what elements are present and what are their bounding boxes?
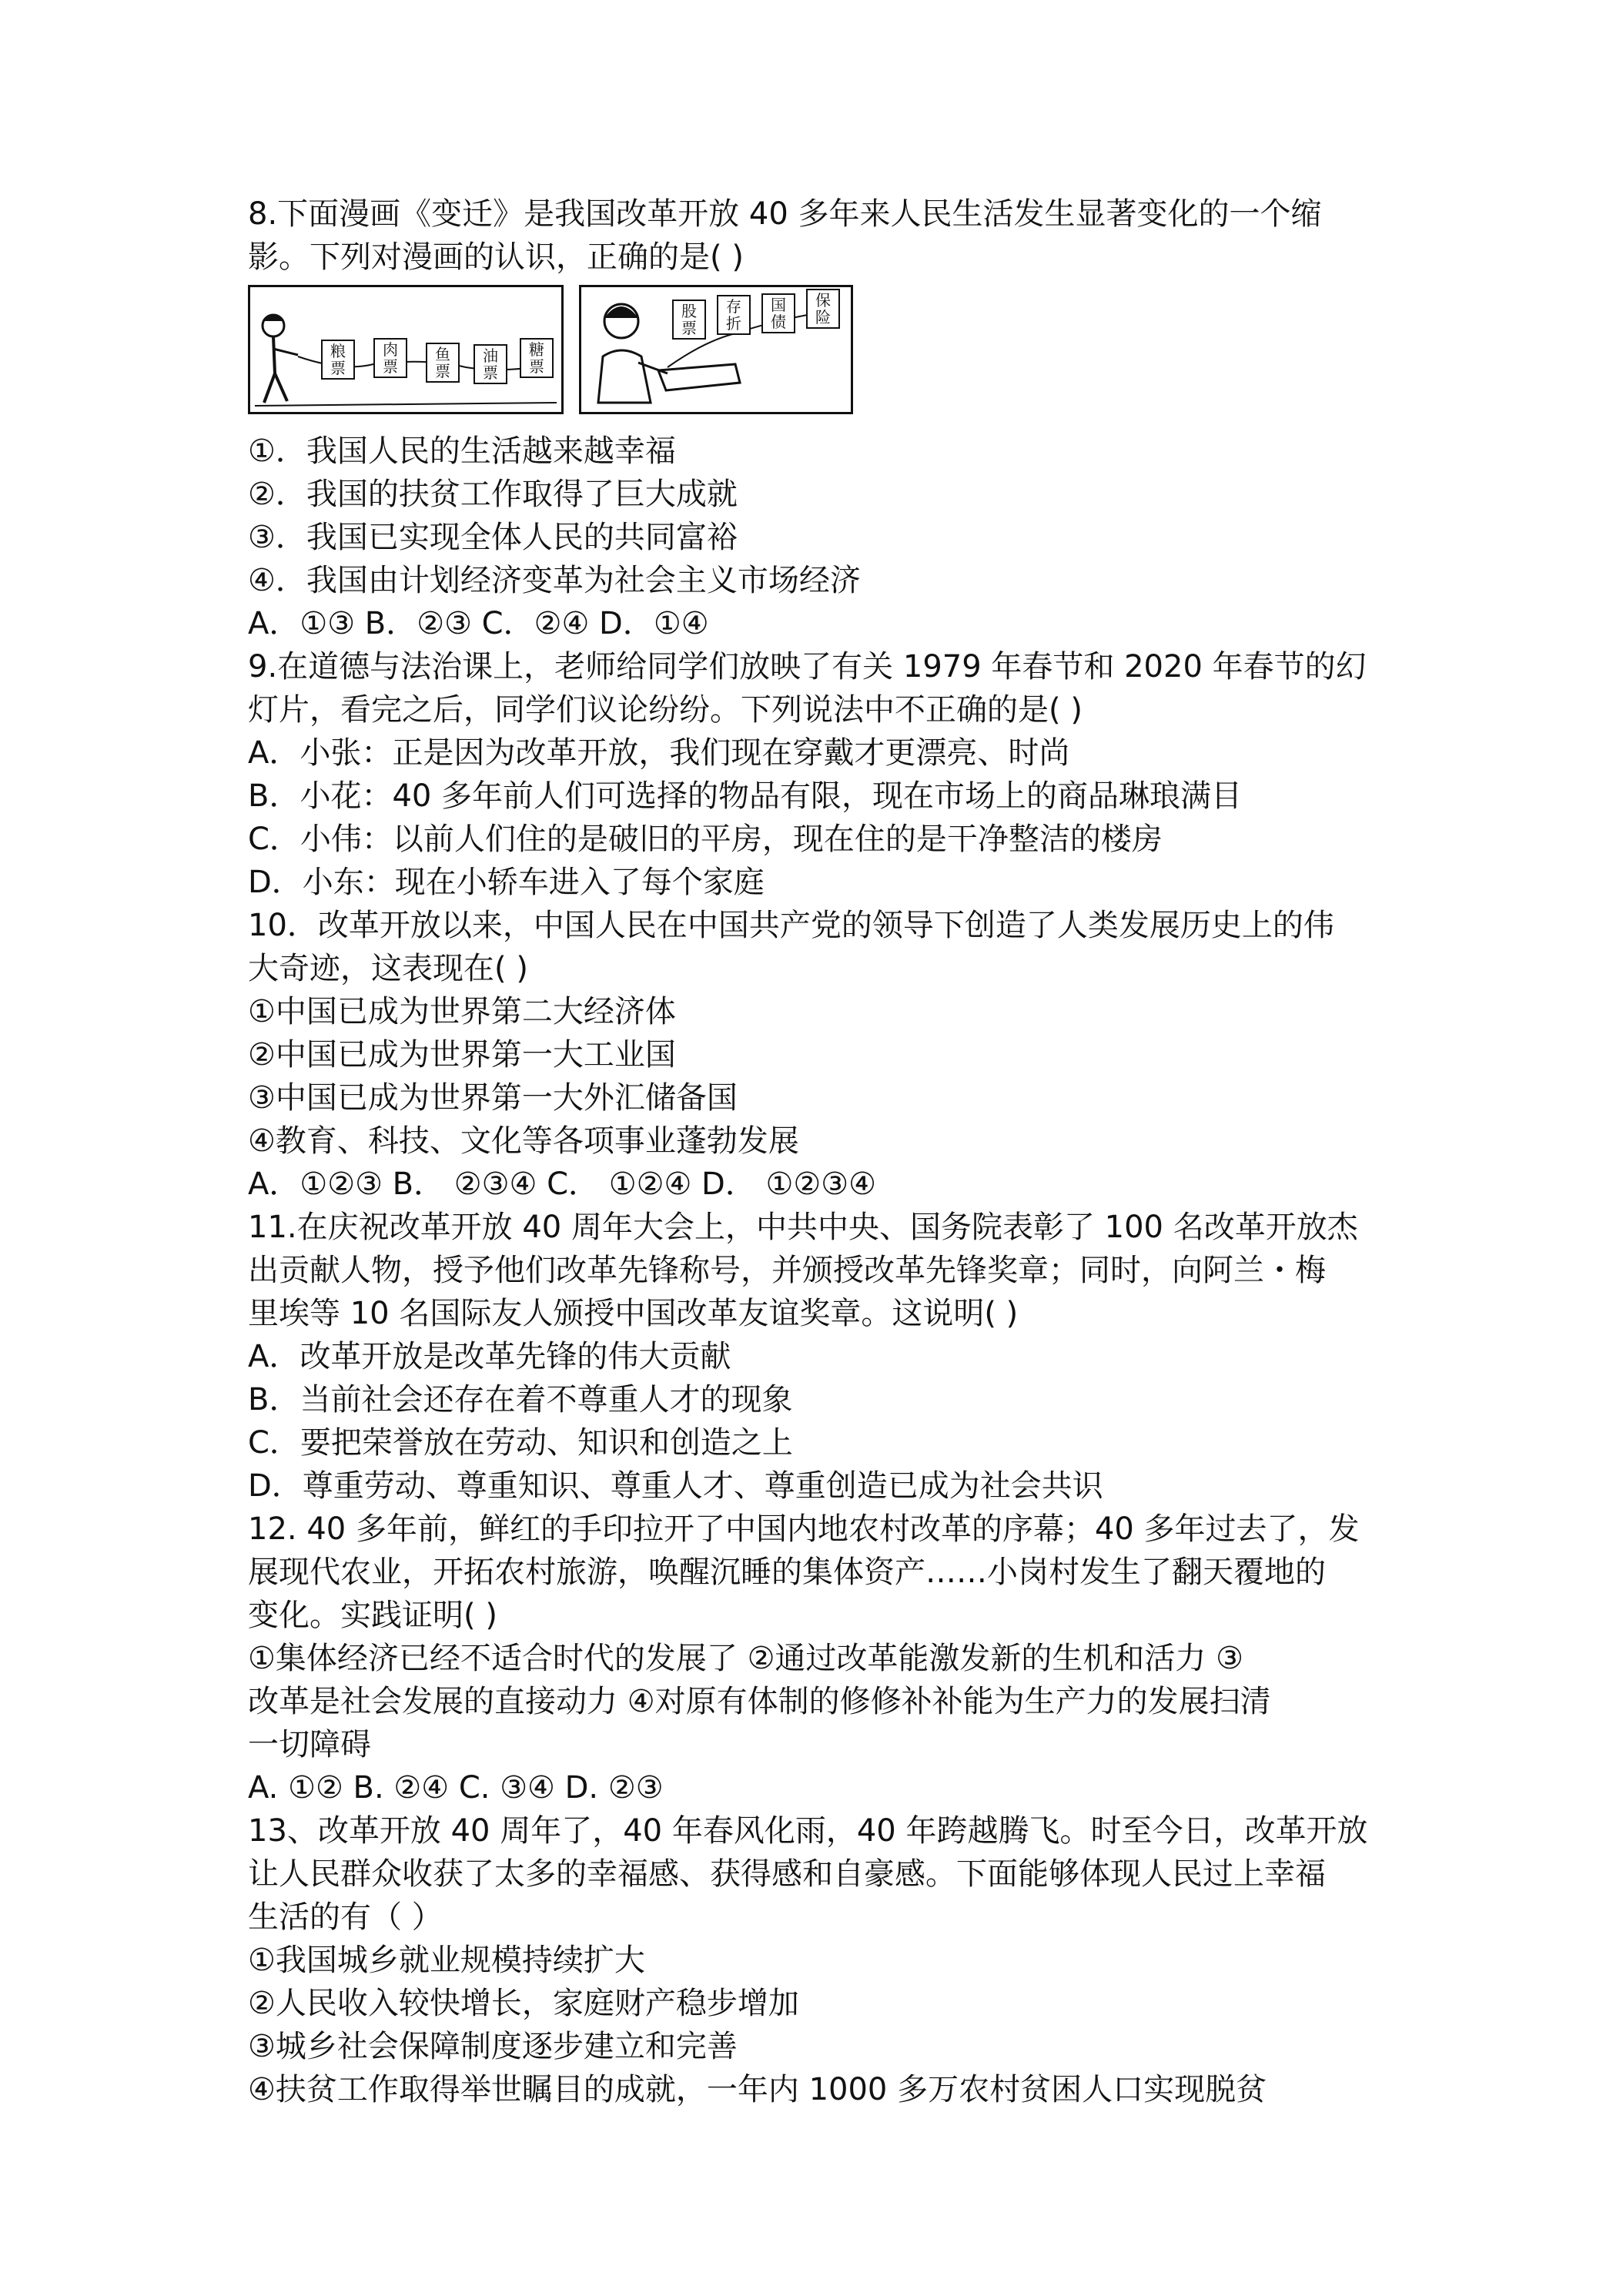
q12-option-line-2: 改革是社会发展的直接动力 ④对原有体制的修修补补能为生产力的发展扫清	[248, 1684, 1271, 1719]
q8-option-2: ②．我国的扶贫工作取得了巨大成就	[248, 477, 738, 512]
q13-option-2: ②人民收入较快增长，家庭财产稳步增加	[248, 1986, 799, 2021]
q11-stem-line-1: 11.在庆祝改革开放 40 周年大会上，中共中央、国务院表彰了 100 名改革开放杰	[248, 1210, 1358, 1245]
q12-choices: A. ①② B. ②④ C. ③④ D. ②③	[248, 1770, 664, 1806]
q10-option-3: ③中国已成为世界第一大外汇储备国	[248, 1080, 738, 1116]
q9-choice-c: C．小伟：以前人们住的是破旧的平房，现在住的是干净整洁的楼房	[248, 822, 1163, 857]
cartoon-panel-finance	[579, 285, 853, 414]
ticket-bankbook: 存 折	[717, 295, 751, 335]
q12-option-line-1: ①集体经济已经不适合时代的发展了 ②通过改革能激发新的生机和活力 ③	[248, 1641, 1244, 1676]
ticket-stocks: 股 票	[672, 300, 706, 340]
q10-option-4: ④教育、科技、文化等各项事业蓬勃发展	[248, 1123, 799, 1159]
q13-stem-line-1: 13、改革开放 40 周年了，40 年春风化雨，40 年跨越腾飞。时至今日，改革开放	[248, 1813, 1368, 1849]
q12-stem-line-1: 12. 40 多年前，鲜红的手印拉开了中国内地农村改革的序幕；40 多年过去了，发	[248, 1511, 1360, 1547]
q13-stem-line-3: 生活的有（ ）	[248, 1899, 443, 1935]
q8-option-3: ③．我国已实现全体人民的共同富裕	[248, 520, 738, 555]
q12-stem-line-3: 变化。实践证明( )	[248, 1598, 497, 1633]
q8-option-1: ①．我国人民的生活越来越幸福	[248, 433, 676, 469]
ticket-meat: 肉 票	[373, 338, 407, 378]
q13-stem-line-2: 让人民群众收获了太多的幸福感、获得感和自豪感。下面能够体现人民过上幸福	[248, 1856, 1326, 1892]
question-12	[248, 1508, 1403, 1809]
ticket-grain: 粮 票	[321, 340, 355, 380]
q8-option-4: ④．我国由计划经济变革为社会主义市场经济	[248, 563, 861, 598]
q10-option-2: ②中国已成为世界第一大工业国	[248, 1037, 676, 1073]
ticket-fish: 鱼 票	[426, 343, 460, 383]
question-9	[248, 645, 1403, 904]
q11-choice-b: B．当前社会还存在着不尊重人才的现象	[248, 1382, 793, 1417]
q13-option-1: ①我国城乡就业规模持续扩大	[248, 1943, 645, 1978]
question-10	[248, 904, 1403, 1206]
q8-stem-line-1: 8.下面漫画《变迁》是我国改革开放 40 多年来人民生活发生显著变化的一个缩	[248, 196, 1322, 232]
q11-stem-line-3: 里埃等 10 名国际友人颁授中国改革友谊奖章。这说明( )	[248, 1296, 1019, 1331]
q12-stem-line-2: 展现代农业，开拓农村旅游，唤醒沉睡的集体资产……小岗村发生了翻天覆地的	[248, 1555, 1326, 1590]
q11-choice-d: D．尊重劳动、尊重知识、尊重人才、尊重创造已成为社会共识	[248, 1468, 1103, 1504]
q9-choice-a: A．小张：正是因为改革开放，我们现在穿戴才更漂亮、时尚	[248, 735, 1070, 771]
cartoon-panel-ration-tickets	[248, 285, 564, 414]
q9-choice-b: B．小花：40 多年前人们可选择的物品有限，现在市场上的商品琳琅满目	[248, 778, 1243, 814]
question-content	[248, 192, 1403, 2111]
q9-stem-line-1: 9.在道德与法治课上，老师给同学们放映了有关 1979 年春节和 2020 年春节的幻	[248, 649, 1367, 684]
q8-choices: A．①③ B．②③ C．②④ D．①④	[248, 606, 709, 641]
q9-stem-line-2: 灯片，看完之后，同学们议论纷纷。下列说法中不正确的是( )	[248, 692, 1083, 728]
question-11	[248, 1206, 1403, 1508]
q9-choice-d: D．小东：现在小轿车进入了每个家庭	[248, 865, 765, 900]
q10-choices: A．①②③ B． ②③④ C． ①②④ D． ①②③④	[248, 1166, 876, 1202]
q8-cartoon	[248, 285, 1403, 422]
q11-choice-c: C．要把荣誉放在劳动、知识和创造之上	[248, 1425, 793, 1461]
q11-choice-a: A．改革开放是改革先锋的伟大贡献	[248, 1339, 731, 1374]
q10-option-1: ①中国已成为世界第二大经济体	[248, 994, 676, 1029]
q10-stem-line-2: 大奇迹，这表现在( )	[248, 951, 528, 986]
ticket-sugar: 糖 票	[520, 338, 554, 378]
q10-stem-line-1: 10．改革开放以来，中国人民在中国共产党的领导下创造了人类发展历史上的伟	[248, 908, 1334, 943]
q8-stem-line-2: 影。下列对漫画的认识，正确的是( )	[248, 239, 744, 275]
ticket-oil: 油 票	[474, 344, 507, 384]
ticket-bonds: 国 债	[761, 293, 795, 333]
ticket-insurance: 保 险	[806, 289, 840, 329]
q11-stem-line-2: 出贡献人物，授予他们改革先锋称号，并颁授改革先锋奖章；同时，向阿兰・梅	[248, 1253, 1326, 1288]
question-8	[248, 192, 1403, 645]
question-13	[248, 1809, 1403, 2111]
q13-option-4: ④扶贫工作取得举世瞩目的成就，一年内 1000 多万农村贫困人口实现脱贫	[248, 2072, 1267, 2107]
q12-option-line-3: 一切障碍	[248, 1727, 371, 1762]
q13-option-3: ③城乡社会保障制度逐步建立和完善	[248, 2029, 738, 2064]
